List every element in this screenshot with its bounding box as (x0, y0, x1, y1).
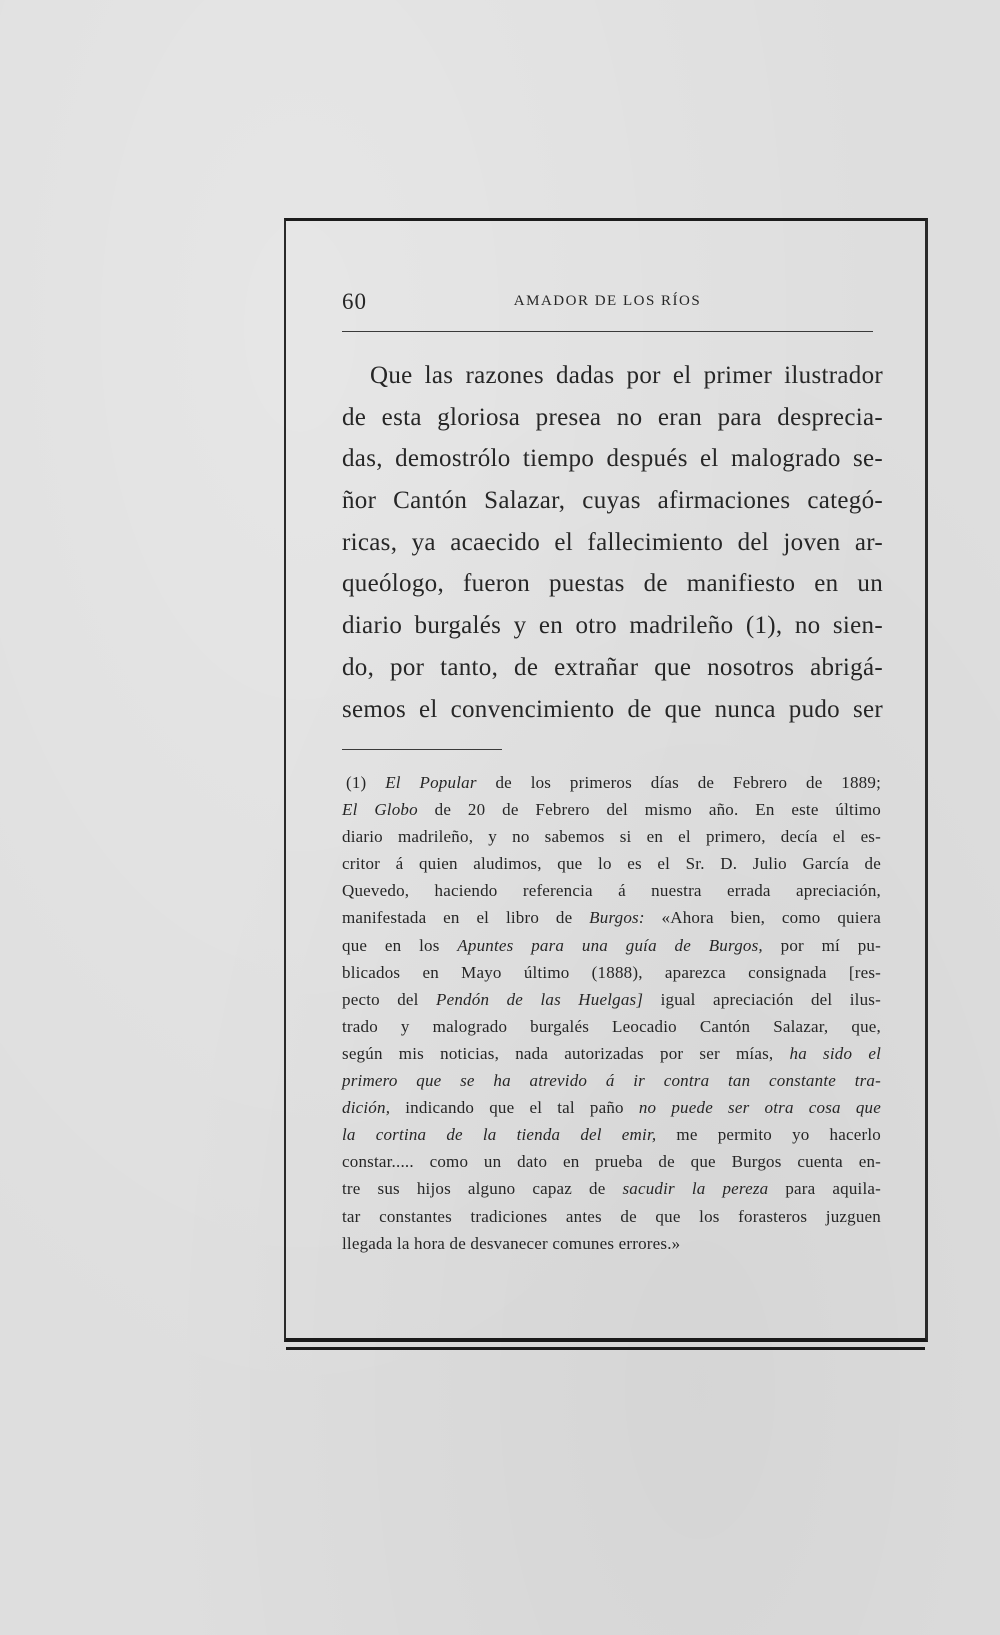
footnote-line (342, 986, 881, 1013)
footnote-text: manifestada en el libro de (342, 908, 590, 928)
footnote-line (342, 823, 881, 850)
body-text (342, 355, 883, 730)
frame-bottom-rule (286, 1347, 925, 1350)
body-line: ñor Cantón Salazar, cuyas afirmaciones categó- (342, 487, 883, 515)
footnote-italic-text: no puede ser otra cosa que (638, 1098, 881, 1118)
footnote-line (342, 1230, 881, 1257)
footnote-line (342, 1013, 881, 1040)
footnote-text: que en los (342, 935, 458, 955)
footnote-italic-text: El Globo (342, 800, 418, 820)
footnote-italic-text: sacudir la pereza (622, 1179, 769, 1199)
body-line: das, demostrólo tiempo después el malogrado se- (342, 445, 883, 473)
body-line: Que las razones dadas por el primer ilustrador (370, 362, 883, 389)
footnote-text: diario madrileño, y no sabemos si en el primero, decía el es- (342, 827, 881, 847)
header-rule (342, 331, 873, 332)
footnote-text: igual apreciación del ilus- (643, 989, 881, 1009)
footnote-text: trado y malogrado burgalés Leocadio Cantón Salazar, que, (342, 1016, 881, 1036)
footnote-text: pecto del (342, 989, 437, 1009)
footnote-text: «Ahora bien, como quiera (644, 908, 881, 928)
page-number: 60 (342, 289, 367, 314)
running-head (342, 289, 873, 319)
footnote-text: critor á quien aludimos, que lo es el Sr. D. Julio García de (342, 854, 881, 874)
footnote-line (342, 932, 881, 959)
footnote-italic-text: Apuntes para una guía de Burgos, (457, 935, 763, 955)
body-line: queólogo, fueron puestas de manifiesto en un (342, 570, 883, 598)
footnote-line (342, 959, 881, 986)
footnote-italic-text: primero que se ha atrevido á ir contra tan constante tra- (342, 1071, 881, 1091)
footnote-italic-text: Burgos: (589, 908, 645, 928)
footnote-text: de 20 de Febrero del mismo año. En este último (417, 800, 881, 820)
footnote-text: blicados en Mayo último (1888), aparezca consignada [res- (342, 962, 881, 982)
footnote (342, 769, 881, 1257)
footnote-text: tar constantes tradiciones antes de que los forasteros juzguen (342, 1206, 881, 1226)
footnote-italic-text: ha sido el (789, 1043, 882, 1063)
footnote-line (342, 1067, 881, 1094)
footnote-line (342, 796, 881, 823)
footnote-line (342, 850, 881, 877)
footnote-line (342, 904, 881, 931)
footnote-text: de los primeros días de Febrero de 1889; (476, 773, 881, 792)
footnote-text: para aquila- (768, 1179, 881, 1199)
footnote-text: por mí pu- (762, 935, 881, 955)
footnote-line (342, 1121, 881, 1148)
body-line: diario burgalés y en otro madrileño (1), no sien- (342, 612, 883, 640)
footnote-italic-text: dición, (342, 1098, 391, 1118)
footnote-text: me permito yo hacerlo (656, 1125, 881, 1145)
footnote-line (342, 1148, 881, 1175)
footnote-line (342, 1094, 881, 1121)
footnote-italic-text: El Popular (385, 773, 477, 792)
footnote-text: indicando que el tal paño (390, 1098, 639, 1118)
footnote-text: Quevedo, haciendo referencia á nuestra errada apreciación, (342, 881, 881, 901)
body-line: de esta gloriosa presea no eran para desprecia- (342, 403, 883, 431)
footnote-line (342, 1203, 881, 1230)
footnote-text: constar..... como un dato en prueba de que Burgos cuenta en- (342, 1152, 881, 1172)
footnote-text: tre sus hijos alguno capaz de (342, 1179, 623, 1199)
footnote-line (342, 877, 881, 904)
body-line: semos el convencimiento de que nunca pudo ser (342, 695, 883, 723)
footnote-line (342, 1040, 881, 1067)
footnote-text: llegada la hora de desvanecer comunes errores.» (342, 1233, 681, 1253)
footnote-rule (342, 749, 502, 750)
body-line: ricas, ya acaecido el fallecimiento del joven ar- (342, 528, 883, 556)
footnote-text: según mis noticias, nada autorizadas por ser mías, (342, 1043, 790, 1063)
page-frame (284, 218, 928, 1342)
footnote-italic-text: la cortina de la tienda del emir, (342, 1125, 657, 1145)
running-title: AMADOR DE LOS RÍOS (513, 293, 702, 309)
footnote-italic-text: Pendón de las Huelgas] (436, 989, 644, 1009)
body-line: do, por tanto, de extrañar que nosotros abrigá- (342, 653, 883, 681)
footnote-line (342, 769, 881, 796)
footnote-line (342, 1175, 881, 1202)
footnote-text: (1) (346, 773, 386, 792)
